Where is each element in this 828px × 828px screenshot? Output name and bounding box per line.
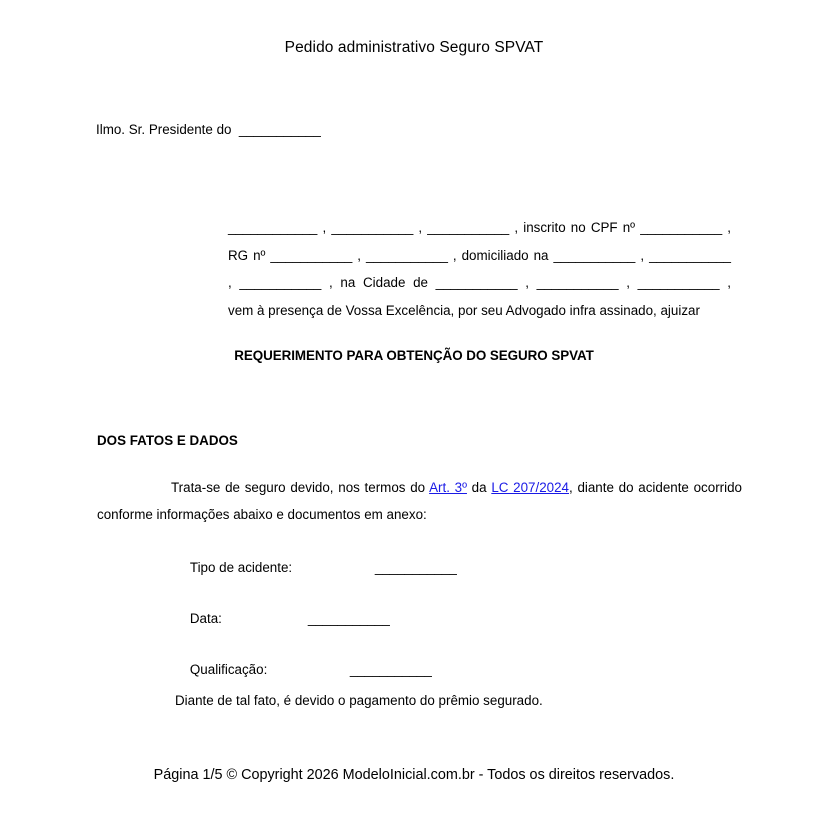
field-label-date: Data: — [189, 611, 222, 626]
qualification-block — [228, 214, 731, 324]
facts-text-part2: da — [466, 480, 492, 495]
qualification-line-2: RG nº ___________ , ___________ , domiciliado na ___________ , ___________ — [228, 247, 731, 263]
law-link-statute[interactable]: LC 207/2024 — [491, 480, 569, 495]
qualification-line-4: vem à presença de Vossa Excelência, por seu Advogado infra assinado, ajuizar — [228, 302, 700, 318]
field-blank-date[interactable]: ___________ — [307, 611, 390, 626]
field-label-accident-type: Tipo de acidente: — [189, 560, 293, 575]
law-link-article[interactable]: Art. 3º — [429, 480, 467, 495]
request-heading: REQUERIMENTO PARA OBTENÇÃO DO SEGURO SPVAT — [234, 348, 594, 363]
addressee-line: Ilmo. Sr. Presidente do ___________ — [96, 122, 321, 137]
field-blank-qualification[interactable]: ___________ — [349, 662, 432, 677]
field-blank-accident-type[interactable]: ___________ — [374, 560, 457, 575]
page-footer: Página 1/5 © Copyright 2026 ModeloInicial.com.br - Todos os direitos reservados. — [153, 767, 675, 783]
page-title: Pedido administrativo Seguro SPVAT — [284, 39, 544, 56]
facts-paragraph — [97, 474, 742, 528]
field-label-qualification: Qualificação: — [189, 662, 268, 677]
facts-text-part3: , diante do acidente ocorrido conforme informações abaixo e documentos em anexo: — [97, 480, 742, 522]
closing-statement: Diante de tal fato, é devido o pagamento do prêmio segurado. — [175, 693, 543, 708]
facts-text-part1: Trata-se de seguro devido, nos termos do — [171, 480, 430, 495]
section-heading-facts: DOS FATOS E DADOS — [97, 433, 238, 448]
qualification-line-3: , ___________ , na Cidade de ___________ , ___________ , ___________ , — [228, 275, 731, 290]
qualification-line-1: ____________ , ___________ , ___________ , inscrito no CPF nº ___________ , — [228, 220, 731, 235]
